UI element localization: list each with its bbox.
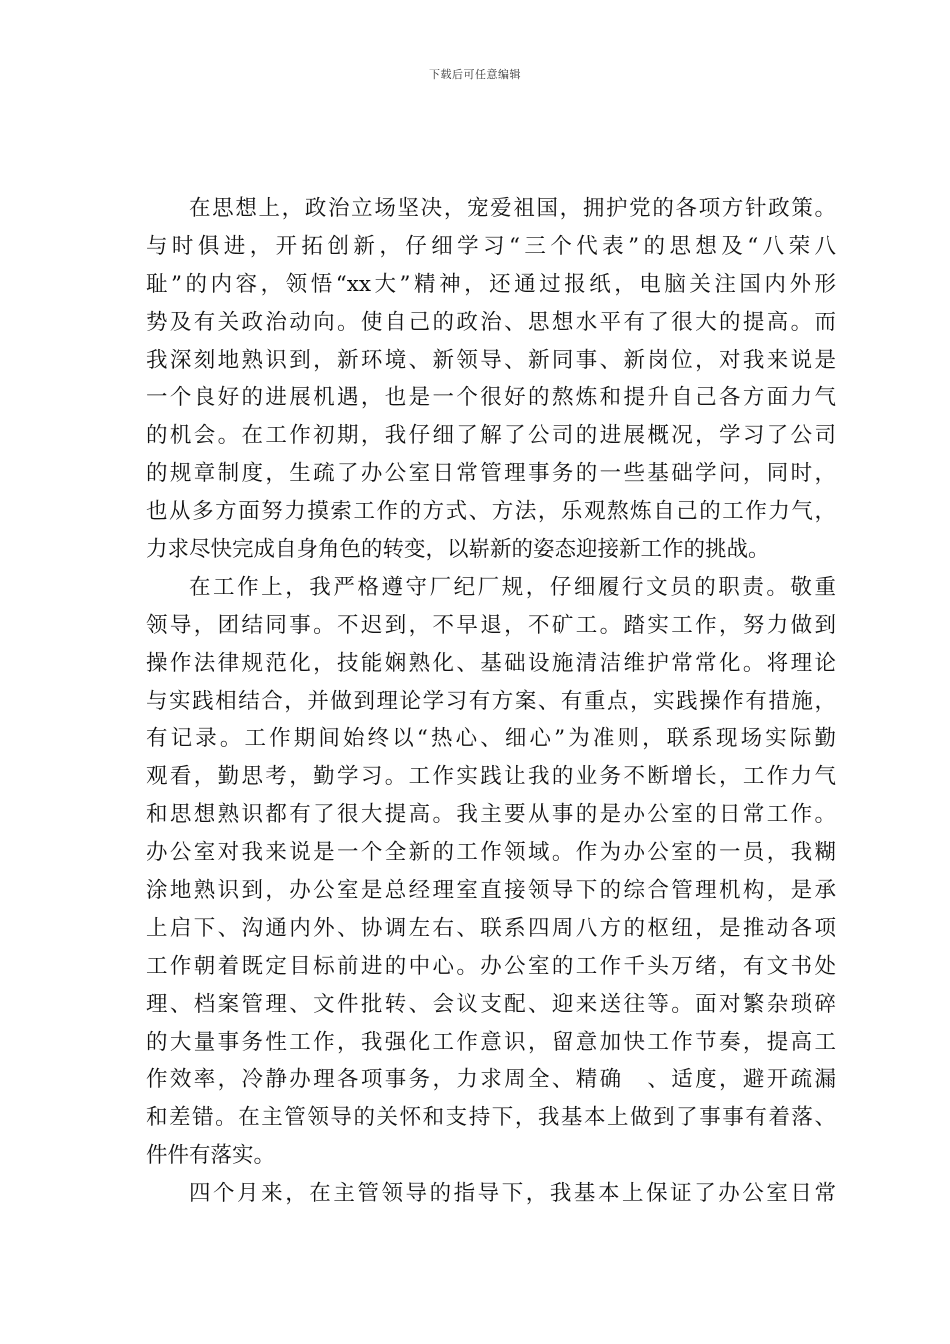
text-line: 一个良好的进展机遇，也是一个很好的熬炼和提升自己各方面力气 bbox=[146, 385, 836, 411]
text-line: 的机会。在工作初期，我仔细了解了公司的进展概况，学习了公司 bbox=[146, 423, 836, 449]
text-line: 的大量事务性工作，我强化工作意识，留意加快工作节奏，提高工 bbox=[146, 1029, 836, 1055]
text-line: 耻”的内容，领悟“xx大”精神，还通过报纸，电脑关注国内外形 bbox=[146, 271, 836, 297]
document-body bbox=[146, 190, 836, 1213]
text-line: 件件有落实。 bbox=[146, 1143, 276, 1169]
text-line: 上启下、沟通内外、协调左右、联系四周八方的枢纽，是推动各项 bbox=[146, 915, 836, 941]
text-line: 和思想熟识都有了很大提高。我主要从事的是办公室的日常工作。 bbox=[146, 802, 836, 828]
text-line: 力求尽快完成自身角色的转变，以崭新的姿态迎接新工作的挑战。 bbox=[146, 537, 770, 563]
text-line: 与实践相结合，并做到理论学习有方案、有重点，实践操作有措施， bbox=[146, 688, 836, 714]
text-line: 领导，团结同事。不迟到，不早退，不矿工。踏实工作，努力做到 bbox=[146, 612, 836, 638]
text-line: 和差错。在主管领导的关怀和支持下，我基本上做到了事事有着落、 bbox=[146, 1105, 836, 1131]
text-line: 作效率，冷静办理各项事务，力求周全、精确 、适度，避开疏漏 bbox=[146, 1067, 836, 1093]
text-line: 操作法律规范化，技能娴熟化、基础设施清洁维护常常化。将理论 bbox=[146, 650, 836, 676]
header-note: 下载后可任意编辑 bbox=[429, 68, 521, 81]
text-line: 在工作上，我严格遵守厂纪厂规，仔细履行文员的职责。敬重 bbox=[189, 574, 836, 600]
text-line: 有记录。工作期间始终以“热心、细心”为准则，联系现场实际勤 bbox=[146, 726, 836, 752]
text-line: 也从多方面努力摸索工作的方式、方法，乐观熬炼自己的工作力气， bbox=[146, 499, 836, 525]
text-line: 观看，勤思考，勤学习。工作实践让我的业务不断增长，工作力气 bbox=[146, 764, 836, 790]
text-line: 我深刻地熟识到，新环境、新领导、新同事、新岗位，对我来说是 bbox=[146, 347, 836, 373]
text-line: 四个月来，在主管领导的指导下，我基本上保证了办公室日常 bbox=[189, 1181, 836, 1207]
text-line: 的规章制度，生疏了办公室日常管理事务的一些基础学问，同时， bbox=[146, 461, 836, 487]
text-line: 势及有关政治动向。使自己的政治、思想水平有了很大的提高。而 bbox=[146, 309, 836, 335]
text-line: 办公室对我来说是一个全新的工作领域。作为办公室的一员，我糊 bbox=[146, 840, 836, 866]
text-line: 理、档案管理、文件批转、会议支配、迎来送往等。面对繁杂琐碎 bbox=[146, 991, 836, 1017]
text-line: 与时俱进，开拓创新，仔细学习“三个代表”的思想及“八荣八 bbox=[146, 233, 836, 259]
text-line: 在思想上，政治立场坚决，宠爱祖国，拥护党的各项方针政策。 bbox=[189, 196, 836, 221]
text-line: 工作朝着既定目标前进的中心。办公室的工作千头万绪，有文书处 bbox=[146, 953, 836, 979]
text-line: 涂地熟识到，办公室是总经理室直接领导下的综合管理机构，是承 bbox=[146, 878, 836, 904]
